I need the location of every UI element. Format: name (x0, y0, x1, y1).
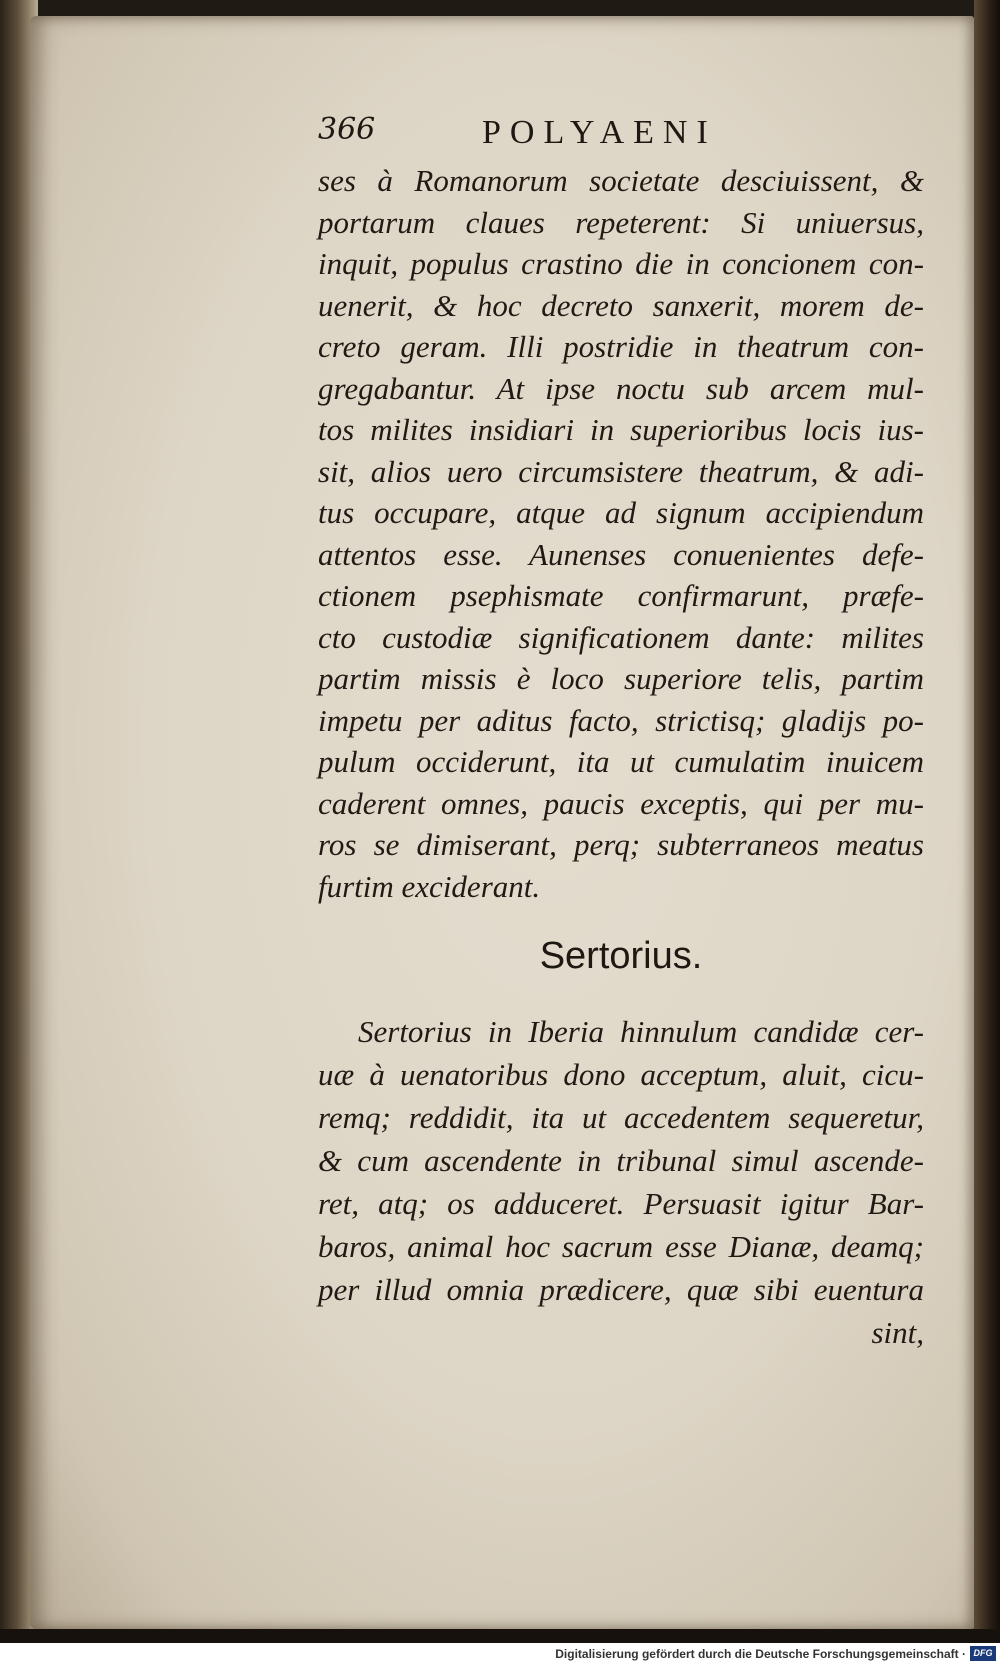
text-line: & cum ascendente in tribunal simul ascende- (318, 1143, 924, 1178)
text-line: sit, alios uero circumsistere theatrum, & adi- (318, 453, 924, 489)
text-line: ros se dimiserant, perq; subterraneos meatus (318, 827, 924, 862)
running-head (318, 112, 918, 156)
text-line: uenerit, & hoc decreto sanxerit, morem de- (318, 287, 924, 323)
text-line: ret, atq; os adduceret. Persuasit igitur Bar- (318, 1186, 924, 1221)
text-line: attentos esse. Aunenses conuenientes defe- (318, 536, 924, 572)
catchword: sint, (871, 1315, 924, 1350)
text-line: gregabantur. At ipse noctu sub arcem mul- (318, 370, 924, 406)
text-line: portarum claues repeterent: Si uniuersus, (318, 204, 924, 240)
scan-bottom-edge (0, 1629, 1000, 1643)
text-line: tos milites insidiari in superioribus locis ius- (318, 412, 924, 447)
text-line: furtim exciderant. (318, 868, 541, 904)
text-line: baros, animal hoc sacrum esse Dianæ, deamq; (318, 1229, 924, 1264)
text-line: ctionem psephismate confirmarunt, præfe- (318, 578, 924, 613)
running-title: POLYAENI (482, 114, 717, 151)
text-line: partim missis è loco superiore telis, partim (318, 661, 924, 696)
text-line: remq; reddidit, ita ut accedentem sequeretur, (318, 1100, 924, 1135)
footer-bar (0, 1643, 1000, 1666)
dfg-logo-icon: DFG (970, 1646, 996, 1661)
text-line: impetu per aditus facto, strictisq; gladijs po- (318, 702, 924, 738)
text-line: inquit, populus crastino die in concionem con- (318, 246, 924, 281)
paragraph-1 (318, 160, 924, 907)
text-line: Sertorius in Iberia hinnulum candidæ cer- (358, 1014, 924, 1049)
section-heading: Sertorius. (539, 935, 703, 977)
page-stack-edge (974, 0, 1000, 1643)
page-number: 366 (318, 112, 376, 147)
text-line: uæ à uenatoribus dono acceptum, aluit, cicu- (318, 1057, 924, 1092)
text-line: cto custodiæ significationem dante: milites (318, 619, 924, 655)
paragraph-2 (318, 1010, 924, 1354)
funding-credit: Digitalisierung gefördert durch die Deutsche Forschungsgemeinschaft · (555, 1647, 966, 1661)
text-line: creto geram. Illi postridie in theatrum con- (318, 329, 924, 364)
text-line: pulum occiderunt, ita ut cumulatim inuicem (318, 744, 924, 779)
text-line: tus occupare, atque ad signum accipiendum (318, 495, 924, 530)
text-line: per illud omnia prædicere, quæ sibi euentura (318, 1272, 924, 1307)
text-line: caderent omnes, paucis exceptis, qui per mu- (318, 785, 924, 821)
text-line: ses à Romanorum societate desciuissent, & (318, 163, 924, 198)
